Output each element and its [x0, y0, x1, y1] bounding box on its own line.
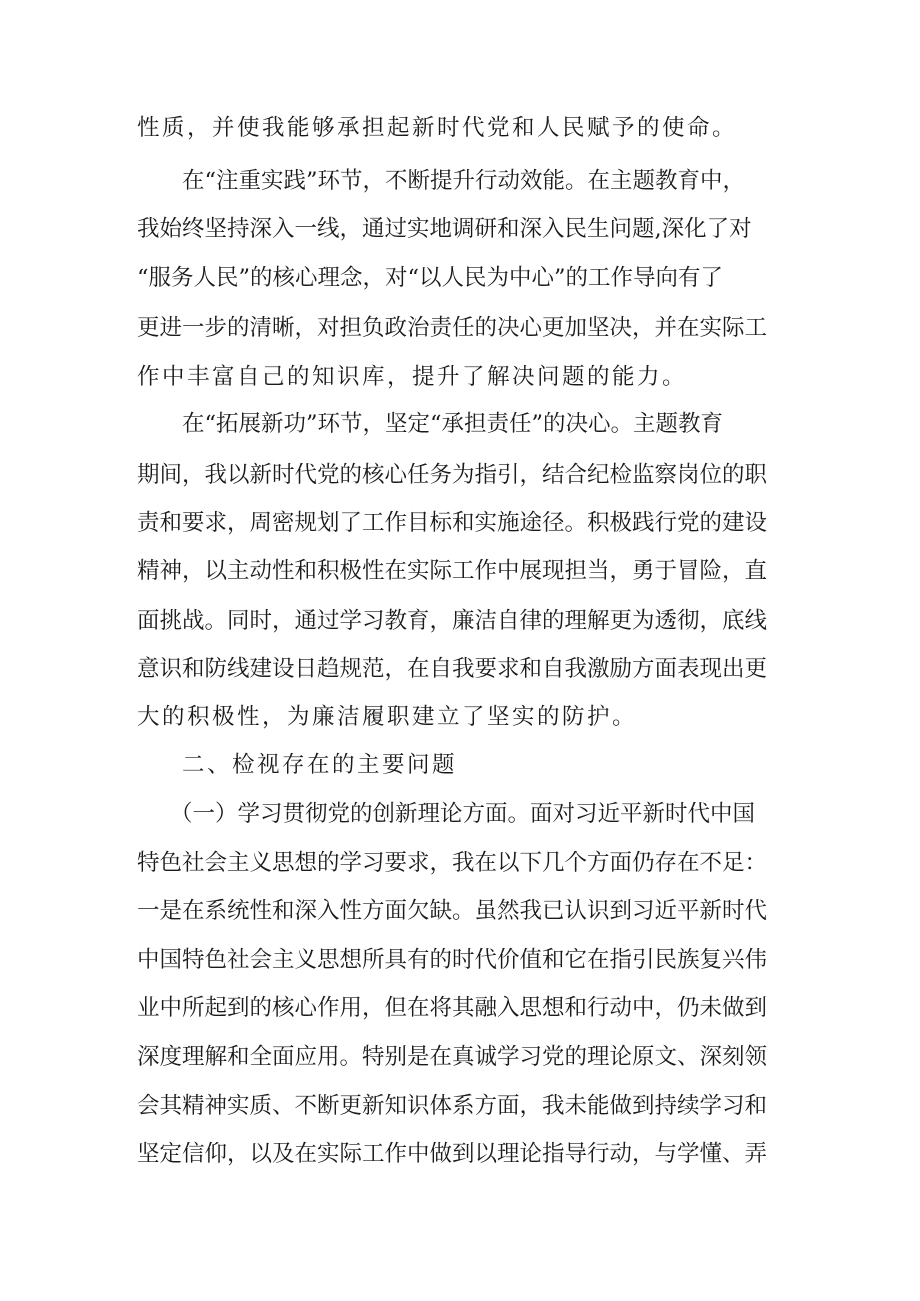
text-line: 更进一步的清晰，对担负政治责任的决心更加坚决，并在实际工 [137, 315, 768, 341]
text-line: 精神，以主动性和积极性在实际工作中展现担当，勇于冒险，直 [137, 558, 768, 584]
text-line: 期间，我以新时代党的核心任务为指引，结合纪检监察岗位的职 [137, 462, 768, 488]
text-line: 作中丰富自己的知识库，提升了解决问题的能力。 [137, 364, 688, 390]
text-line: 性质，并使我能够承担起新时代党和人民赋予的使命。 [137, 115, 738, 141]
text-line: 面挑战。同时，通过学习教育，廉洁自律的理解更为透彻，底线 [137, 608, 768, 634]
text-line: 特色社会主义思想的学习要求，我在以下几个方面仍存在不足： [137, 850, 768, 876]
text-line: 会其精神实质、不断更新知识体系方面，我未能做到持续学习和 [137, 1093, 768, 1119]
section-heading: 二、检视存在的主要问题 [182, 752, 458, 778]
text-line: 我始终坚持深入一线，通过实地调研和深入民生问题,深化了对 [137, 216, 752, 242]
text-line: 责和要求，周密规划了工作目标和实施途径。积极践行党的建设 [137, 510, 768, 536]
text-line: 大的积极性，为廉洁履职建立了坚实的防护。 [137, 704, 638, 730]
text-line: 深度理解和全面应用。特别是在真诚学习党的理论原文、深刻领 [137, 1044, 768, 1070]
text-line: “服务人民”的核心理念，对“以人民为中心”的工作导向有了 [137, 265, 724, 291]
subsection-heading-line: （一）学习贯彻党的创新理论方面。面对习近平新时代中国 [170, 801, 756, 827]
text-line: 坚定信仰，以及在实际工作中做到以理论指导行动，与学懂、弄 [137, 1141, 768, 1167]
paragraph-first-line: 在“注重实践”环节，不断提升行动效能。在主题教育中， [182, 168, 746, 194]
text-line: 意识和防线建设日趋规范，在自我要求和自我激励方面表现出更 [137, 656, 768, 682]
text-line: 业中所起到的核心作用，但在将其融入思想和行动中，仍未做到 [137, 995, 768, 1021]
paragraph-first-line: 在“拓展新功”环节，坚定“承担责任”的决心。主题教育 [182, 411, 724, 437]
text-line: 一是在系统性和深入性方面欠缺。虽然我已认识到习近平新时代 [137, 898, 768, 924]
text-line: 中国特色社会主义思想所具有的时代价值和它在指引民族复兴伟 [137, 947, 768, 973]
